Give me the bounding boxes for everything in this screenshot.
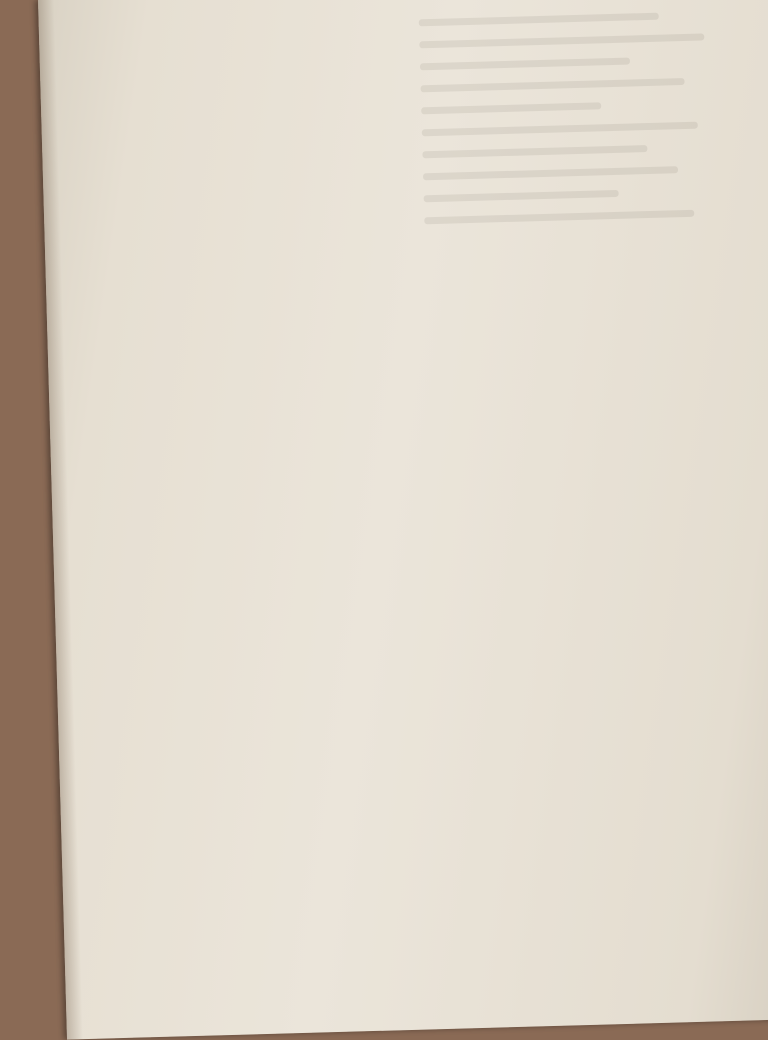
toc-chapters <box>100 278 688 294</box>
book-page <box>38 0 768 1040</box>
show-through-text <box>419 11 725 239</box>
toc-top-entries <box>100 278 688 294</box>
table-of-contents <box>100 278 688 294</box>
